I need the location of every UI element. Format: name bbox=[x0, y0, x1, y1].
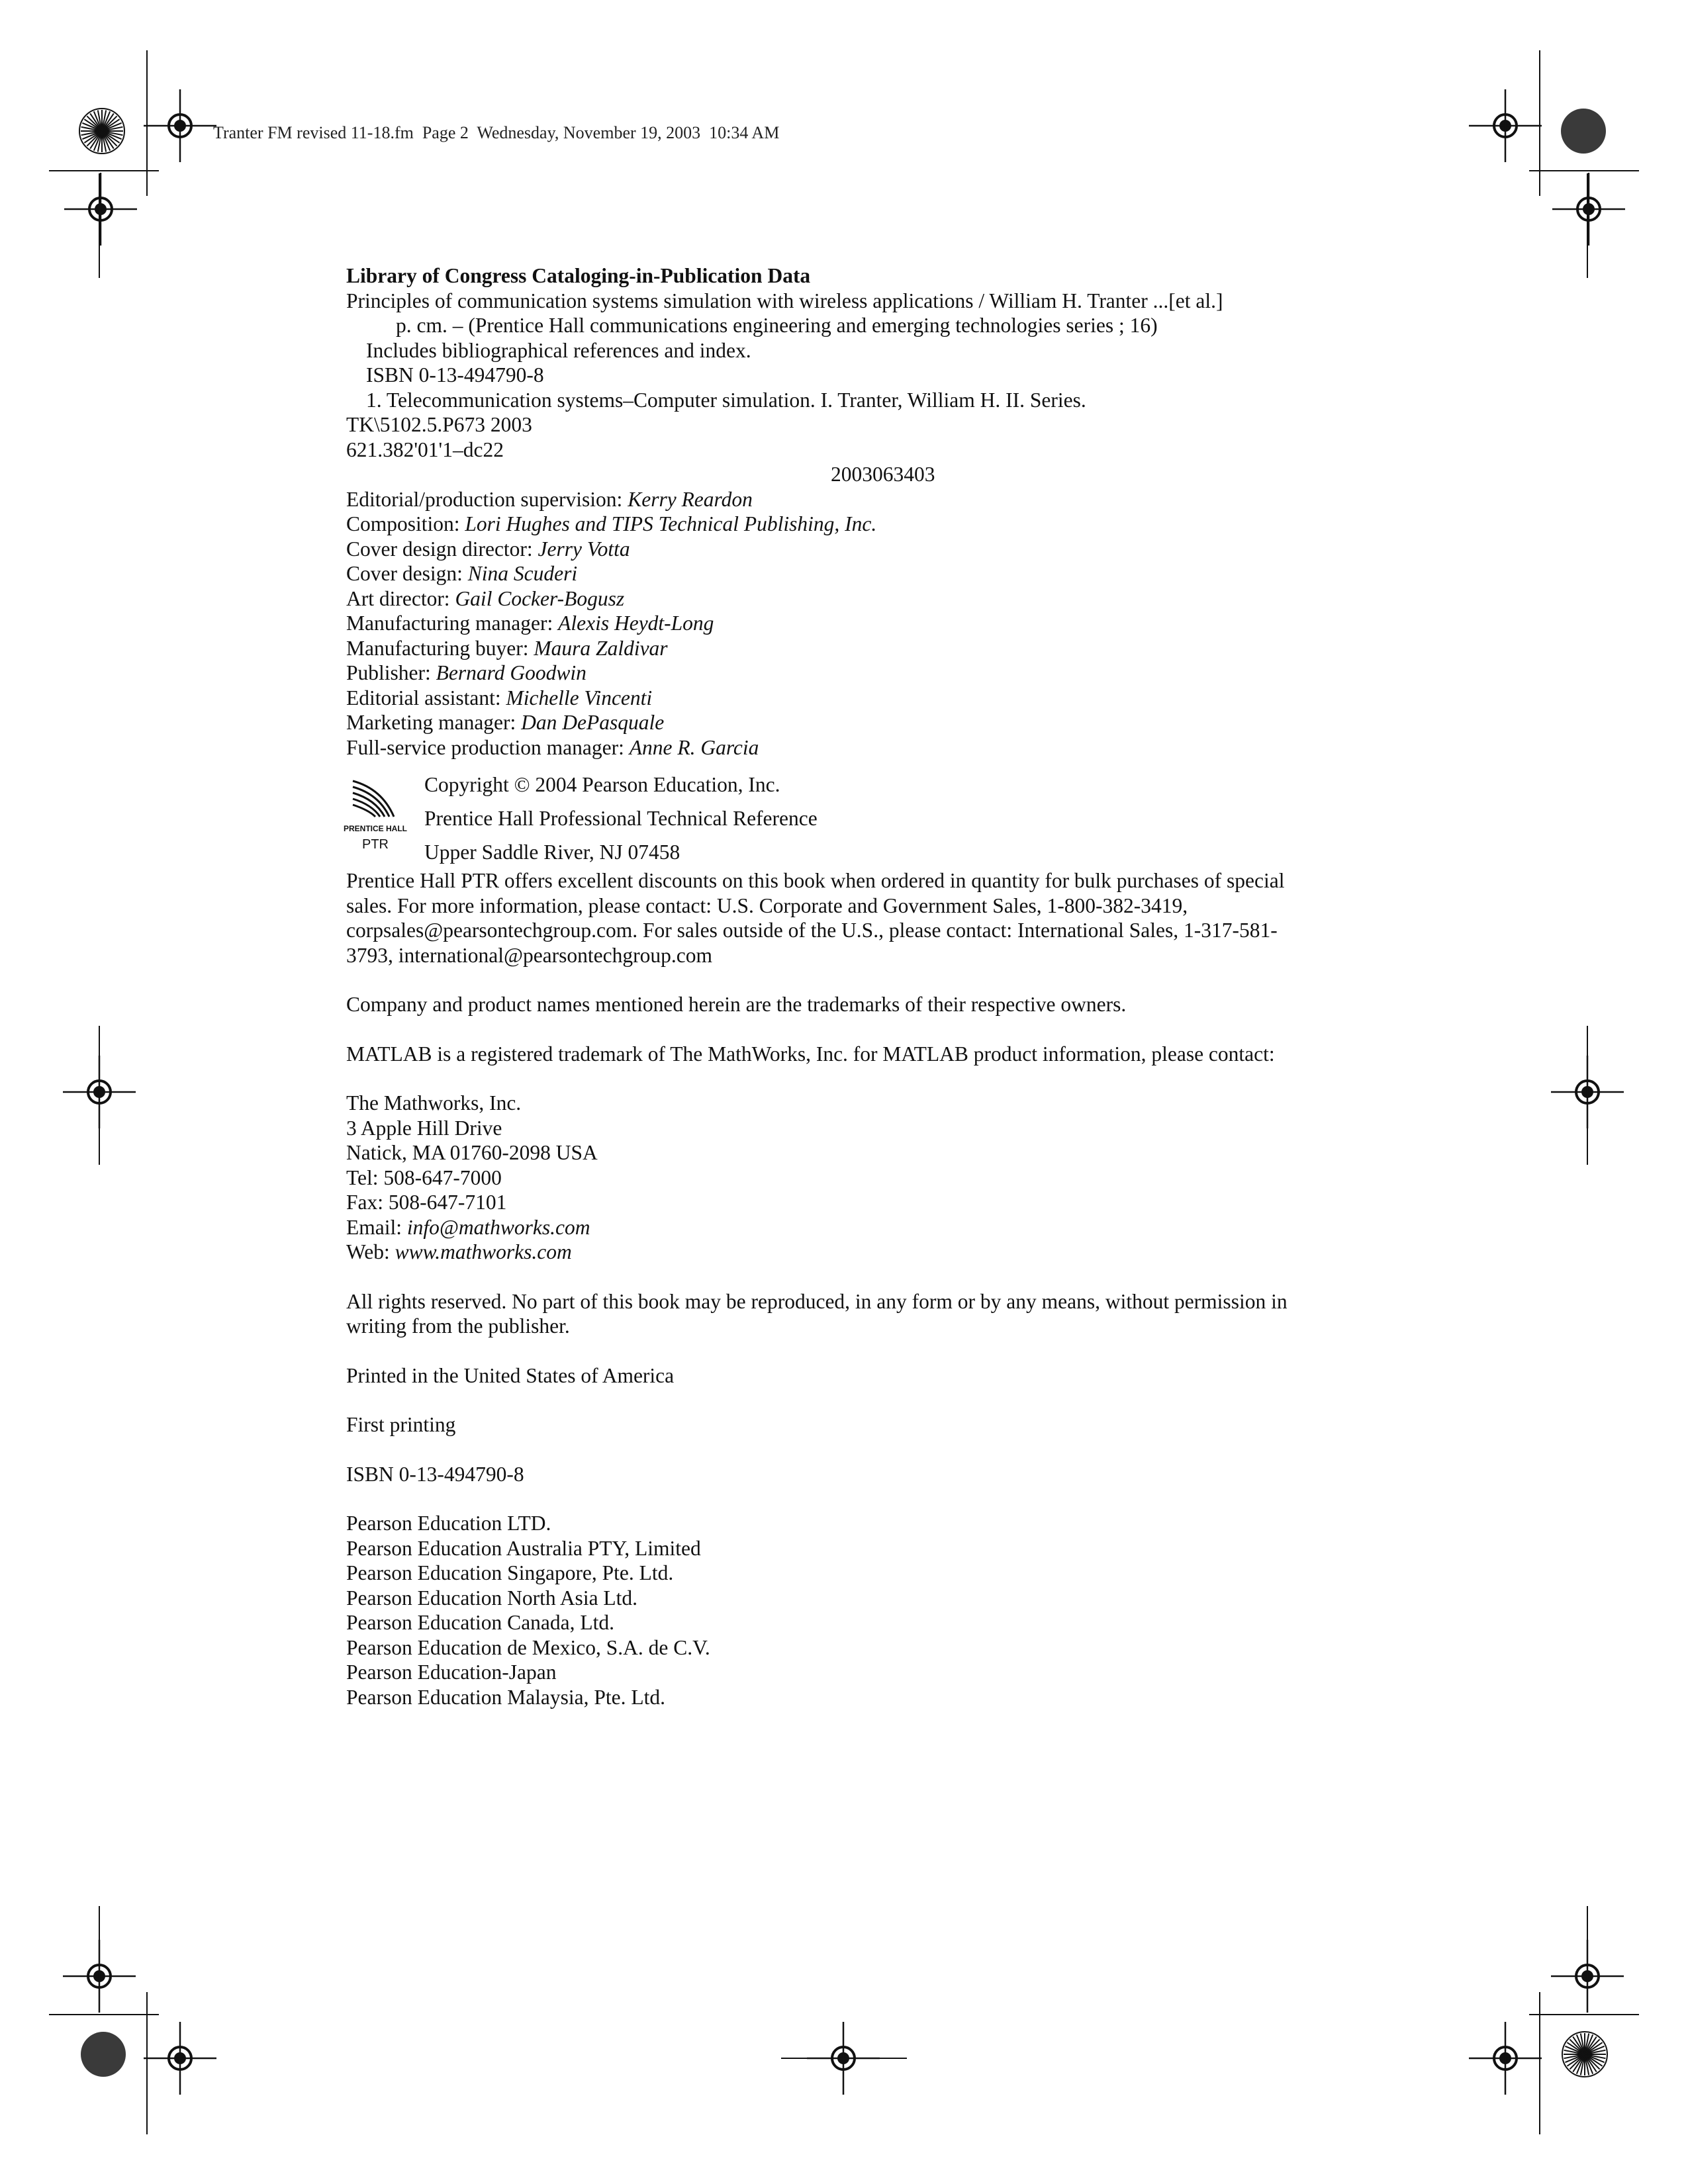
credit-name: Jerry Votta bbox=[538, 537, 630, 561]
discount-line: corpsales@pearsontechgroup.com. For sales outside of the U.S., please contact: International Sales, 1-317-581- bbox=[346, 919, 1278, 942]
cip-call-number: TK\5102.5.P673 2003 bbox=[346, 413, 532, 436]
cip-subjects-line: 1. Telecommunication systems–Computer simulation. I. Tranter, William H. II. Series. bbox=[366, 388, 1086, 412]
copyright-block bbox=[346, 768, 1339, 868]
credit-role: Editorial/production supervision: bbox=[346, 487, 628, 511]
pearson-offices-list bbox=[346, 1511, 1339, 1709]
copyright-page-content bbox=[346, 263, 1339, 1709]
credit-name: Michelle Vincenti bbox=[506, 686, 653, 709]
credit-role: Composition: bbox=[346, 512, 465, 535]
logo-text-bottom: PTR bbox=[362, 837, 389, 852]
pearson-office: Pearson Education North Asia Ltd. bbox=[346, 1586, 638, 1610]
prentice-hall-ptr-logo-icon bbox=[344, 776, 407, 862]
credit-name: Lori Hughes and TIPS Technical Publishing, Inc. bbox=[465, 512, 877, 535]
mathworks-web: www.mathworks.com bbox=[395, 1240, 572, 1263]
mathworks-fax: Fax: 508-647-7101 bbox=[346, 1191, 507, 1214]
credit-line bbox=[346, 537, 1339, 562]
mathworks-tel: Tel: 508-647-7000 bbox=[346, 1165, 502, 1189]
pearson-office: Pearson Education-Japan bbox=[346, 1661, 557, 1684]
credit-role: Manufacturing buyer: bbox=[346, 636, 534, 660]
cip-series-line: p. cm. – (Prentice Hall communications engineering and emerging technologies series ; 16) bbox=[396, 314, 1158, 337]
pearson-office: Pearson Education Singapore, Pte. Ltd. bbox=[346, 1561, 674, 1584]
discount-line: 3793, international@pearsontechgroup.com bbox=[346, 943, 712, 967]
credit-name: Nina Scuderi bbox=[467, 562, 578, 585]
rights-line: writing from the publisher. bbox=[346, 1314, 570, 1338]
credit-line bbox=[346, 487, 1339, 512]
printed-country: Printed in the United States of America bbox=[346, 1363, 675, 1387]
matlab-notice: MATLAB is a registered trademark of The MathWorks, Inc. for MATLAB product information, please contact: bbox=[346, 1042, 1275, 1066]
credit-name: Alexis Heydt-Long bbox=[558, 612, 714, 635]
pearson-office: Pearson Education de Mexico, S.A. de C.V. bbox=[346, 1635, 710, 1659]
rights-line: All rights reserved. No part of this book may be reproduced, in any form or by any means, without permission in bbox=[346, 1289, 1288, 1313]
pearson-office: Pearson Education Australia PTY, Limited bbox=[346, 1536, 701, 1560]
credit-role: Cover design director: bbox=[346, 537, 538, 561]
credits-list bbox=[346, 487, 1339, 760]
rights-paragraph bbox=[346, 1289, 1339, 1339]
mathworks-street: 3 Apple Hill Drive bbox=[346, 1116, 502, 1140]
cip-bibliography-line: Includes bibliographical references and index. bbox=[366, 338, 751, 362]
credit-line bbox=[346, 735, 1339, 760]
printing-number: First printing bbox=[346, 1413, 456, 1436]
logo-text-top: PRENTICE HALL bbox=[344, 824, 407, 833]
credit-line bbox=[346, 561, 1339, 586]
credit-line bbox=[346, 660, 1339, 686]
credit-line bbox=[346, 611, 1339, 636]
credit-name: Maura Zaldivar bbox=[534, 636, 668, 660]
credit-role: Publisher: bbox=[346, 661, 436, 684]
credit-name: Bernard Goodwin bbox=[436, 661, 586, 684]
credit-line bbox=[346, 586, 1339, 612]
credit-role: Manufacturing manager: bbox=[346, 612, 559, 635]
cip-isbn-line: ISBN 0-13-494790-8 bbox=[366, 363, 544, 387]
discount-line: Prentice Hall PTR offers excellent discounts on this book when ordered in quantity for bulk purchases of special bbox=[346, 869, 1285, 892]
trademark-notice: Company and product names mentioned herein are the trademarks of their respective owners. bbox=[346, 993, 1127, 1016]
mathworks-contact bbox=[346, 1091, 1339, 1265]
credit-line bbox=[346, 686, 1339, 711]
credit-name: Anne R. Garcia bbox=[629, 735, 759, 759]
cip-lccn: 2003063403 bbox=[831, 463, 935, 486]
credit-role: Art director: bbox=[346, 586, 455, 610]
credit-name: Gail Cocker-Bogusz bbox=[455, 586, 625, 610]
pearson-office: Pearson Education Malaysia, Pte. Ltd. bbox=[346, 1685, 666, 1709]
credit-role: Editorial assistant: bbox=[346, 686, 506, 709]
mathworks-city: Natick, MA 01760-2098 USA bbox=[346, 1141, 598, 1164]
publisher-imprint: Prentice Hall Professional Technical Reference bbox=[424, 807, 818, 830]
credit-role: Marketing manager: bbox=[346, 711, 522, 734]
credit-role: Cover design: bbox=[346, 562, 468, 585]
credit-name: Kerry Reardon bbox=[628, 487, 753, 511]
mathworks-email-line bbox=[346, 1215, 1339, 1240]
discount-line: sales. For more information, please contact: U.S. Corporate and Government Sales, 1-800-382-3419, bbox=[346, 893, 1188, 917]
isbn: ISBN 0-13-494790-8 bbox=[346, 1462, 524, 1486]
web-label: Web: bbox=[346, 1240, 395, 1263]
mathworks-company: The Mathworks, Inc. bbox=[346, 1091, 522, 1115]
pearson-office: Pearson Education LTD. bbox=[346, 1512, 551, 1535]
discount-paragraph bbox=[346, 868, 1339, 968]
mathworks-web-line bbox=[346, 1240, 1339, 1265]
credit-line bbox=[346, 710, 1339, 735]
cip-heading: Library of Congress Cataloging-in-Publication Data bbox=[346, 264, 811, 287]
cip-title-line: Principles of communication systems simulation with wireless applications / William H. Tranter ...[et al.] bbox=[346, 289, 1223, 312]
credit-line bbox=[346, 512, 1339, 537]
copyright-notice: Copyright © 2004 Pearson Education, Inc. bbox=[424, 773, 780, 796]
pearson-office: Pearson Education Canada, Ltd. bbox=[346, 1611, 615, 1634]
publisher-address: Upper Saddle River, NJ 07458 bbox=[424, 841, 680, 864]
email-label: Email: bbox=[346, 1215, 407, 1239]
mathworks-email: info@mathworks.com bbox=[406, 1215, 590, 1239]
credit-role: Full-service production manager: bbox=[346, 735, 630, 759]
credit-name: Dan DePasquale bbox=[521, 711, 665, 734]
copyright-lines bbox=[424, 768, 818, 869]
credit-line bbox=[346, 636, 1339, 661]
cip-dewey-number: 621.382'01'1–dc22 bbox=[346, 437, 504, 461]
file-slug-header: Tranter FM revised 11-18.fm Page 2 Wednesday, November 19, 2003 10:34 AM bbox=[213, 123, 780, 142]
